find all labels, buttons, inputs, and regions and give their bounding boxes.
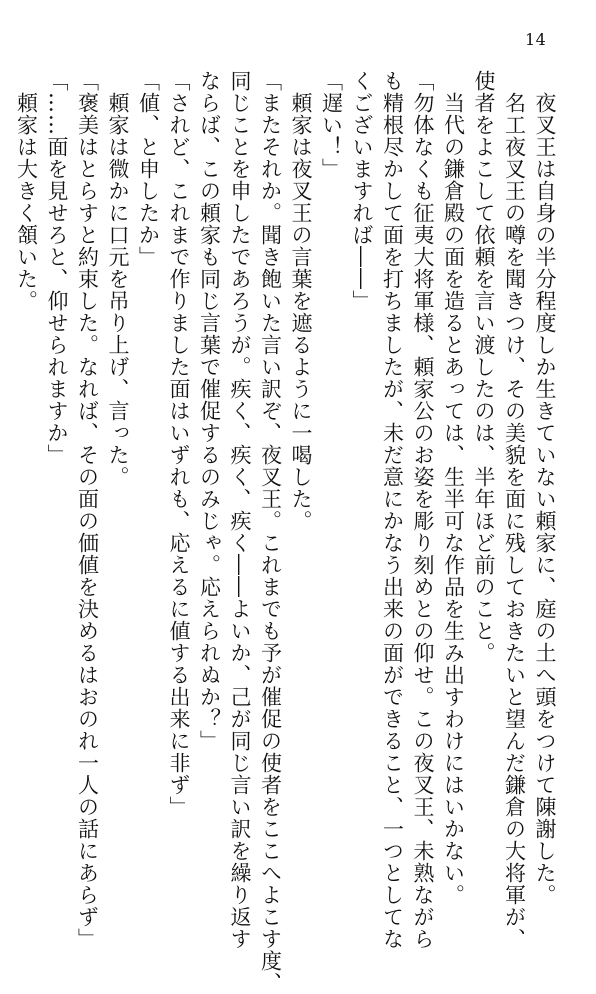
text-line: 頼家は大きく頷いた。 <box>14 70 39 312</box>
text-line: 「……面を見せろと、仰せられますか」 <box>45 70 69 466</box>
text-line: 「またそれか。聞き飽いた言い訳ぞ、夜叉王。これまでも予が催促の使者をここへよこす度、 <box>258 70 283 994</box>
text-line: 夜叉王は自身の半分程度しか生きていない頼家に、庭の土へ頭をつけて陳謝した。 <box>533 70 557 906</box>
text-line: 使者をよこして依頼を言い渡したのは、半年ほど前のこと。 <box>472 70 496 664</box>
text-line: 当代の鎌倉殿の面を造るとあっては、生半可な作品を生み出すわけにはいかない。 <box>441 70 466 906</box>
text-line: 「値、と申したか」 <box>136 70 161 268</box>
page-number: 14 <box>525 30 547 49</box>
text-line: 頼家は夜叉王の言葉を遮るように一喝した。 <box>289 70 313 532</box>
text-line: ならば、この頼家も同じ言葉で催促するのみじゃ。応えられぬか？」 <box>197 70 222 752</box>
text-line: 名工夜叉王の噂を聞きつけ、その美貌を面に残しておきたいと望んだ鎌倉の大将軍が、 <box>502 70 527 950</box>
text-line: 「遅い！」 <box>319 70 344 180</box>
text-line: くございますれば――」 <box>350 70 374 312</box>
text-line: 「褒美はとらすと約束した。なれば、その面の価値を決めるはおのれ一人の話にあらず」 <box>75 70 100 950</box>
novel-body-text <box>14 70 560 994</box>
text-line: 「勿体なくも征夷大将軍様、頼家公のお姿を彫り刻めとの仰せ。この夜叉王、未熟ながら <box>411 70 435 950</box>
text-line: 「されど、これまで作りました面はいずれも、応えるに値する出来に非ず」 <box>167 70 191 818</box>
text-line: も精根尽かして面を打ちましたが、未だ意にかなう出来の面ができること、一つとしてな <box>380 70 405 950</box>
text-line: 頼家は微かに口元を吊り上げ、言った。 <box>106 70 130 488</box>
text-line: 同じことを申したであろうが。疾く、疾く、疾く――よいか、己が同じ言い訳を繰り返す <box>228 70 252 950</box>
